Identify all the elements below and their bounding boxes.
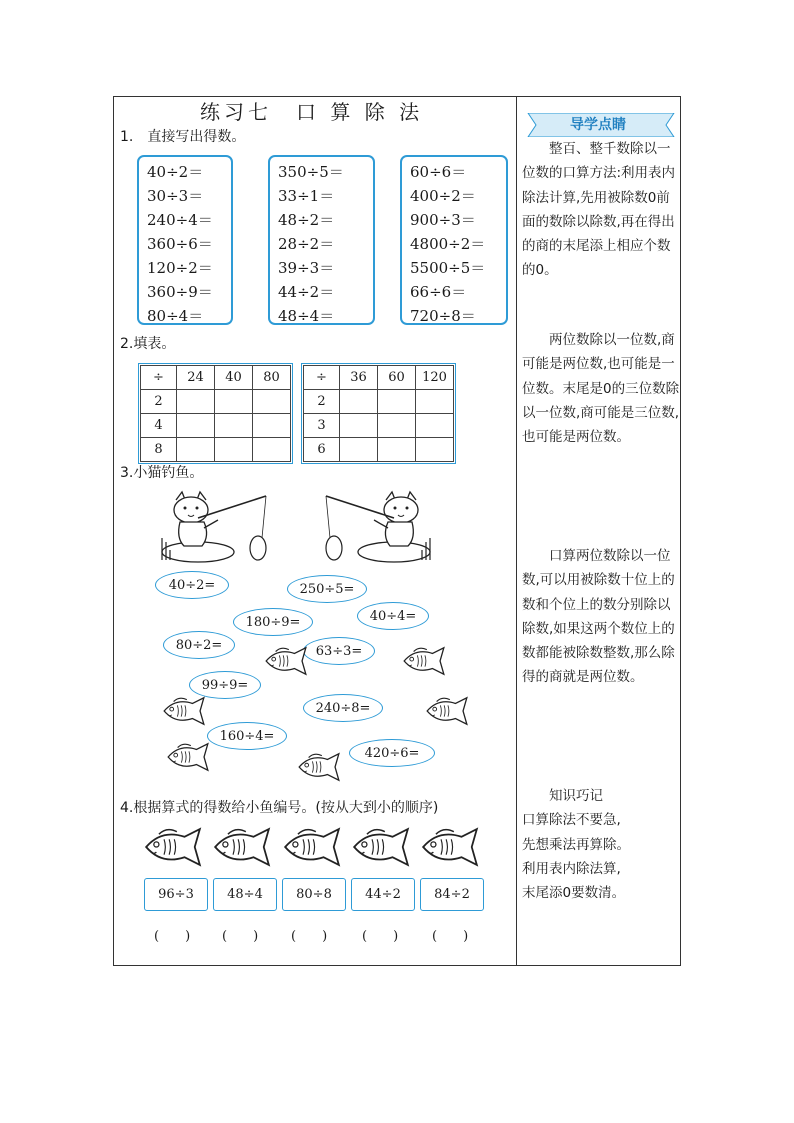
q1-box-2 [268,155,375,325]
rhyme-title: 知识巧记 [522,788,603,804]
blank-cell[interactable] [340,438,378,462]
blank-cell[interactable] [340,390,378,414]
math-oval: 80÷2= [163,631,235,659]
q1-item: 33÷1＝ [278,187,335,205]
math-oval: 160÷4= [207,722,287,750]
answer-blank[interactable]: ( ) [432,929,469,944]
q4-heading: 4.根据算式的得数给小鱼编号。(按从大到小的顺序) [120,800,439,816]
blank-cell[interactable] [177,438,215,462]
table-header-cell: 60 [378,366,416,390]
q1-item: 720÷8＝ [410,307,476,325]
q1-item: 44÷2＝ [278,283,335,301]
answer-blank[interactable]: ( ) [222,929,259,944]
table-header-cell: 120 [416,366,454,390]
blank-cell[interactable] [215,438,253,462]
expression-box: 48÷4 [213,878,277,911]
fish-icon [295,750,343,784]
table-header-cell: ÷ [304,366,340,390]
answer-blank[interactable]: ( ) [154,929,191,944]
blank-cell[interactable] [215,390,253,414]
math-oval: 63÷3= [303,637,375,665]
table-row-label: 2 [304,390,340,414]
blank-cell[interactable] [215,414,253,438]
q1-item: 60÷6＝ [410,163,467,181]
q1-item: 120÷2＝ [147,259,213,277]
q1-item: 4800÷2＝ [410,235,486,253]
q1-item: 39÷3＝ [278,259,335,277]
fill-table-1 [140,365,291,462]
tip-text-1: 整百、整千数除以一位数的口算方法:利用表内除法计算,先用被除数0前面的数除以除数,再在得出的商的末尾添上相应个数的0。 [522,141,676,279]
guide-banner-label: 导学点睛 [570,117,626,133]
table-header-cell: 36 [340,366,378,390]
q1-box-1 [137,155,233,325]
blank-cell[interactable] [416,414,454,438]
table-header-cell: 40 [215,366,253,390]
rhyme-block [522,784,680,905]
fish-icon [141,824,205,870]
table-row-label: 2 [141,390,177,414]
q1-item: 28÷2＝ [278,235,335,253]
rhyme-line: 末尾添0要数清。 [522,885,626,902]
fish-icon [262,644,310,678]
math-oval: 250÷5= [287,575,367,603]
blank-cell[interactable] [416,390,454,414]
fish-icon [160,694,208,728]
fish-icon [418,824,482,870]
blank-cell[interactable] [253,438,291,462]
q1-item: 240÷4＝ [147,211,213,229]
table-row-label: 4 [141,414,177,438]
math-oval: 180÷9= [233,608,313,636]
math-oval: 99÷9= [189,671,261,699]
q1-item: 48÷4＝ [278,307,335,325]
table-row-label: 3 [304,414,340,438]
table-header-cell: 24 [177,366,215,390]
blank-cell[interactable] [177,390,215,414]
q1-item: 48÷2＝ [278,211,335,229]
math-oval: 240÷8= [303,694,383,722]
math-oval: 420÷6= [349,739,435,767]
math-oval: 40÷2= [155,571,229,599]
blank-cell[interactable] [378,390,416,414]
fishing-cat-illustration-right [322,490,434,566]
q1-item: 30÷3＝ [147,187,204,205]
fish-icon [280,824,344,870]
blank-cell[interactable] [378,414,416,438]
q1-box-3 [400,155,508,325]
q1-item: 900÷3＝ [410,211,476,229]
answer-blank[interactable]: ( ) [362,929,399,944]
fishing-cat-illustration-left [158,490,270,566]
q1-heading: 1. 直接写出得数。 [120,129,246,145]
rhyme-line: 利用表内除法算, [522,860,621,877]
fish-icon [210,824,274,870]
q1-item: 350÷5＝ [278,163,344,181]
blank-cell[interactable] [416,438,454,462]
blank-cell[interactable] [340,414,378,438]
fish-icon [164,740,212,774]
blank-cell[interactable] [177,414,215,438]
rhyme-line: 先想乘法再算除。 [522,836,630,853]
fish-icon [349,824,413,870]
tip-text-3: 口算两位数除以一位数,可以用被除数十位上的数和个位上的数分别除以除数,如果这两个数位上的数都能被除数整数,那么除得的商就是两位数。 [522,548,675,686]
math-oval: 40÷4= [357,602,429,630]
q1-item: 360÷9＝ [147,283,213,301]
table-header-cell: ÷ [141,366,177,390]
fill-table-2 [303,365,454,462]
q3-heading: 3.小猫钓鱼。 [120,465,204,481]
table-row-label: 8 [141,438,177,462]
q1-item: 80÷4＝ [147,307,204,325]
table-row-label: 6 [304,438,340,462]
q1-item: 66÷6＝ [410,283,467,301]
blank-cell[interactable] [253,390,291,414]
blank-cell[interactable] [378,438,416,462]
rhyme-line: 口算除法不要急, [522,812,621,829]
column-divider [516,96,517,966]
fish-icon [423,694,471,728]
q1-item: 360÷6＝ [147,235,213,253]
table-header-cell: 80 [253,366,291,390]
expression-box: 80÷8 [282,878,346,911]
fish-icon [400,644,448,678]
page-title: 练习七 口 算 除 法 [200,100,424,124]
blank-cell[interactable] [253,414,291,438]
answer-blank[interactable]: ( ) [291,929,328,944]
tip-text-2: 两位数除以一位数,商可能是两位数,也可能是一位数。末尾是0的三位数除以一位数,商可能是三位数,也可能是两位数。 [522,332,680,446]
q1-item: 40÷2＝ [147,163,204,181]
q1-item: 400÷2＝ [410,187,476,205]
expression-box: 96÷3 [144,878,208,911]
q2-heading: 2.填表。 [120,336,176,352]
expression-box: 84÷2 [420,878,484,911]
expression-box: 44÷2 [351,878,415,911]
q1-item: 5500÷5＝ [410,259,486,277]
